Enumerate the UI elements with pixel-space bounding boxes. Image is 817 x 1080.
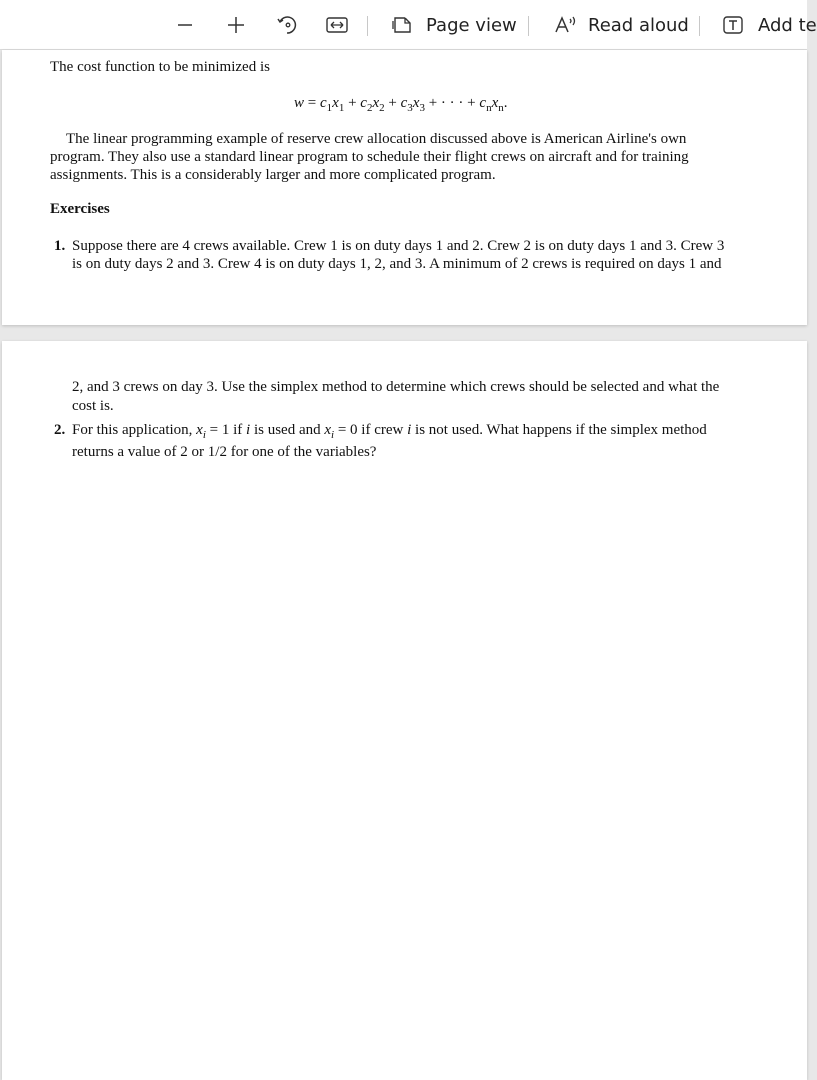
formula-term: x (412, 95, 420, 111)
document-page (2, 50, 807, 325)
exercise-line: Suppose there are 4 crews available. Crew 1 is on duty days 1 and 2. Crew 2 is on duty days 1 and 3. Crew 3 (72, 238, 725, 254)
add-text-button[interactable] (722, 0, 817, 50)
text-run: is used and (250, 422, 325, 438)
exercise-line: 2, and 3 crews on day 3. Use the simplex method to determine which crews should be selected and what the (72, 379, 720, 395)
math-sub: i (202, 429, 206, 441)
formula-term: c (400, 95, 408, 111)
formula-dots: · · · (440, 95, 464, 111)
paragraph-line: assignments. This is a considerably larger and more complicated program. (50, 167, 496, 183)
read-aloud-button[interactable] (554, 0, 689, 50)
plus-icon (226, 15, 246, 35)
formula-plus: + (344, 95, 361, 111)
exercise-line: is on duty days 2 and 3. Crew 4 is on duty days 1, 2, and 3. A minimum of 2 crews is required on days 1 and (72, 256, 722, 272)
formula-w: w (294, 95, 305, 111)
formula-sub: n (498, 102, 504, 114)
formula-sub: n (486, 102, 492, 114)
rotate-icon (276, 14, 298, 36)
formula-sub: 3 (419, 102, 425, 114)
formula-sub: 1 (326, 102, 333, 114)
add-text-label: Add te (758, 14, 817, 36)
formula-period: . (503, 95, 508, 111)
formula-plus: + (463, 95, 480, 111)
reader-toolbar (0, 0, 817, 50)
formula-term: c (360, 95, 367, 111)
cost-function-intro: The cost function to be minimized is (50, 59, 270, 75)
formula-sub: 1 (338, 102, 345, 114)
formula-sub: 2 (379, 102, 385, 114)
formula-sub: 2 (366, 102, 373, 114)
minus-icon (176, 16, 194, 34)
exercise-line (72, 421, 707, 444)
exercise-line: returns a value of 2 or 1/2 for one of the variables? (72, 444, 377, 460)
formula-term: x (491, 95, 499, 111)
text-run: = 0 if crew (334, 422, 408, 438)
exercises-heading: Exercises (50, 201, 110, 217)
paragraph-line: The linear programming example of reserve crew allocation discussed above is American Airline's own (66, 131, 687, 147)
formula-term: x (372, 95, 380, 111)
add-text-icon (722, 15, 744, 35)
formula-plus: + (424, 95, 441, 111)
page-view-button[interactable] (392, 0, 517, 50)
math-var: i (407, 422, 412, 438)
zoom-out-button[interactable] (176, 0, 194, 50)
text-run: = 1 if (205, 422, 247, 438)
math-var: x (196, 422, 203, 438)
fit-width-button[interactable] (326, 0, 348, 50)
formula-equals: = (304, 95, 320, 111)
zoom-in-button[interactable] (226, 0, 246, 50)
exercise-line: cost is. (72, 398, 114, 414)
text-run: For this application, (72, 422, 197, 438)
toolbar-divider (528, 16, 529, 36)
formula-plus: + (384, 95, 401, 111)
formula-sub: 3 (407, 102, 413, 114)
formula-term: c (319, 95, 327, 111)
fit-width-icon (326, 16, 348, 34)
read-aloud-icon (554, 15, 578, 35)
cost-formula (294, 94, 507, 117)
rotate-button[interactable] (276, 0, 298, 50)
exercise-number: 1. (54, 238, 66, 254)
formula-term: c (479, 95, 487, 111)
document-page (2, 341, 807, 1080)
toolbar-divider (367, 16, 368, 36)
math-sub: i (331, 429, 335, 441)
math-var: x (324, 422, 332, 438)
page-view-label: Page view (426, 14, 517, 36)
paragraph-line: program. They also use a standard linear program to schedule their flight crews on aircraft and for training (50, 149, 689, 165)
page-view-icon (392, 15, 414, 35)
exercise-number: 2. (54, 422, 66, 438)
text-run: is not used. What happens if the simplex method (411, 422, 707, 438)
read-aloud-label: Read aloud (588, 14, 689, 36)
toolbar-divider (699, 16, 700, 36)
math-var: i (246, 422, 251, 438)
formula-term: x (332, 95, 339, 111)
